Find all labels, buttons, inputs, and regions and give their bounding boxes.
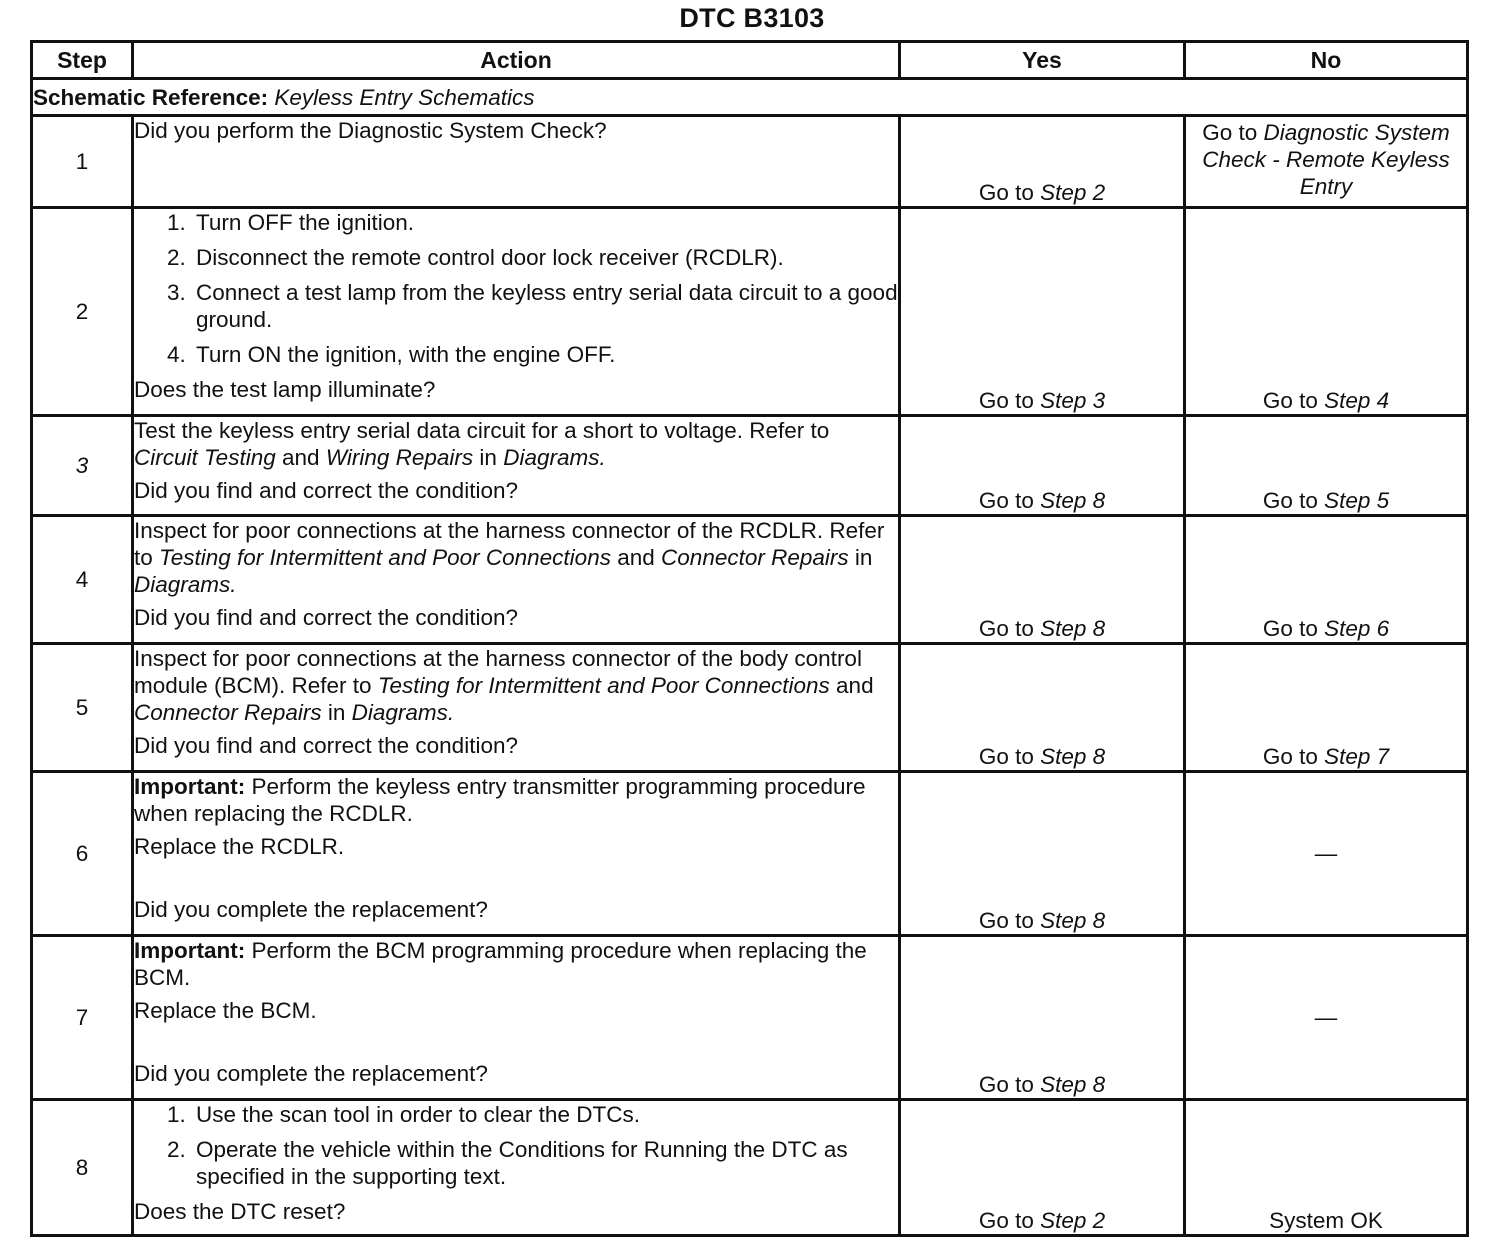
important-label: Important: bbox=[134, 774, 246, 799]
yes-link: Step 8 bbox=[1040, 616, 1106, 641]
yes-cell: Go to Step 8 bbox=[900, 772, 1185, 936]
reference-link: Testing for Intermittent and Poor Connections bbox=[377, 673, 830, 698]
question-text: Did you complete the replacement? bbox=[134, 1061, 488, 1086]
question-text: Did you perform the Diagnostic System Check? bbox=[134, 118, 607, 143]
yes-cell: Go to Step 8 bbox=[900, 644, 1185, 772]
question-text: Did you complete the replacement? bbox=[134, 897, 488, 922]
no-dash: — bbox=[1314, 841, 1338, 866]
table-row bbox=[32, 772, 1468, 936]
action-text: Inspect for poor connections at the harness connector of the RCDLR. Refer to Testing for Intermittent and Poor Connections and Connector Repairs in Diagrams. bbox=[134, 518, 885, 597]
step-number: 6 bbox=[32, 772, 133, 936]
action-cell bbox=[133, 936, 900, 1100]
list-item: 2. Disconnect the remote control door lock receiver (RCDLR). bbox=[192, 244, 898, 271]
action-cell bbox=[133, 116, 900, 208]
schematic-label: Schematic Reference: bbox=[33, 84, 269, 110]
action-cell bbox=[133, 772, 900, 936]
important-note: Important: Perform the keyless entry transmitter programming procedure when replacing the RCDLR. bbox=[134, 774, 866, 826]
no-link: Step 6 bbox=[1324, 616, 1390, 641]
reference-link: Testing for Intermittent and Poor Connections bbox=[159, 545, 611, 570]
reference-link: Wiring Repairs bbox=[325, 445, 474, 470]
header-no: No bbox=[1185, 42, 1468, 79]
instruction-text: Replace the RCDLR. bbox=[134, 834, 345, 859]
yes-link: Step 3 bbox=[1040, 388, 1106, 413]
no-link: Step 5 bbox=[1324, 488, 1390, 513]
action-list bbox=[134, 1101, 898, 1190]
action-cell bbox=[133, 644, 900, 772]
action-text: Inspect for poor connections at the harness connector of the body control module (BCM). Refer to Testing for Intermittent and Poor Connections and Connector Repairs in Diagrams. bbox=[134, 646, 874, 725]
yes-link: Step 2 bbox=[1040, 1208, 1106, 1233]
no-cell: Go to Diagnostic System Check - Remote Keyless Entry bbox=[1185, 116, 1468, 208]
system-ok: System OK bbox=[1269, 1208, 1383, 1233]
reference-link: Connector Repairs bbox=[134, 700, 322, 725]
yes-cell: Go to Step 2 bbox=[900, 1100, 1185, 1236]
no-link: Step 7 bbox=[1324, 744, 1390, 769]
table-row bbox=[32, 644, 1468, 772]
yes-cell: Go to Step 8 bbox=[900, 516, 1185, 644]
action-text: Test the keyless entry serial data circuit for a short to voltage. Refer to Circuit Testing and Wiring Repairs in Diagrams. bbox=[134, 418, 830, 470]
no-cell: Go to Step 4 bbox=[1185, 208, 1468, 416]
reference-link: Diagrams. bbox=[503, 445, 606, 470]
action-cell bbox=[133, 208, 900, 416]
table-row bbox=[32, 1100, 1468, 1236]
step-number: 1 bbox=[32, 116, 133, 208]
list-item: 1. Use the scan tool in order to clear the DTCs. bbox=[192, 1101, 898, 1128]
list-item: 1. Turn OFF the ignition. bbox=[192, 209, 898, 236]
list-item: 3. Connect a test lamp from the keyless entry serial data circuit to a good ground. bbox=[192, 279, 898, 333]
question-text: Does the test lamp illuminate? bbox=[134, 377, 436, 402]
question-text: Does the DTC reset? bbox=[134, 1199, 346, 1224]
schematic-row bbox=[32, 79, 1468, 116]
important-label: Important: bbox=[134, 938, 246, 963]
step-number: 7 bbox=[32, 936, 133, 1100]
no-dash: — bbox=[1314, 1005, 1338, 1030]
no-cell bbox=[1185, 936, 1468, 1100]
yes-cell: Go to Step 8 bbox=[900, 936, 1185, 1100]
yes-link: Step 8 bbox=[1040, 1072, 1106, 1097]
reference-link: Diagrams. bbox=[134, 572, 237, 597]
no-link: Diagnostic System Check - Remote Keyless Entry bbox=[1202, 120, 1450, 199]
yes-link: Step 8 bbox=[1040, 488, 1106, 513]
schematic-link: Keyless Entry Schematics bbox=[274, 84, 535, 110]
table-row bbox=[32, 516, 1468, 644]
no-cell: Go to Step 7 bbox=[1185, 644, 1468, 772]
yes-cell: Go to Step 3 bbox=[900, 208, 1185, 416]
table-row bbox=[32, 936, 1468, 1100]
table-row bbox=[32, 416, 1468, 516]
action-list bbox=[134, 209, 898, 368]
reference-link: Circuit Testing bbox=[134, 445, 276, 470]
no-link: Step 4 bbox=[1324, 388, 1390, 413]
no-cell: Go to Step 6 bbox=[1185, 516, 1468, 644]
question-text: Did you find and correct the condition? bbox=[134, 478, 518, 503]
table-row bbox=[32, 208, 1468, 416]
header-action: Action bbox=[133, 42, 900, 79]
question-text: Did you find and correct the condition? bbox=[134, 605, 518, 630]
action-cell bbox=[133, 416, 900, 516]
no-cell bbox=[1185, 1100, 1468, 1236]
yes-link: Step 8 bbox=[1040, 744, 1106, 769]
action-cell bbox=[133, 1100, 900, 1236]
page-title: DTC B3103 bbox=[679, 3, 825, 33]
no-cell bbox=[1185, 772, 1468, 936]
question-text: Did you find and correct the condition? bbox=[134, 733, 518, 758]
yes-link: Step 2 bbox=[1040, 180, 1106, 205]
step-number: 3 bbox=[32, 416, 133, 516]
reference-link: Diagrams. bbox=[351, 700, 455, 725]
step-number: 5 bbox=[32, 644, 133, 772]
diagnostic-table bbox=[30, 40, 1469, 1237]
instruction-text: Replace the BCM. bbox=[134, 998, 317, 1023]
schematic-reference bbox=[32, 79, 1468, 116]
list-item: 2. Operate the vehicle within the Conditions for Running the DTC as specified in the supporting text. bbox=[192, 1136, 898, 1190]
header-yes: Yes bbox=[900, 42, 1185, 79]
important-note: Important: Perform the BCM programming procedure when replacing the BCM. bbox=[134, 938, 867, 990]
step-number: 2 bbox=[32, 208, 133, 416]
list-item: 4. Turn ON the ignition, with the engine OFF. bbox=[192, 341, 898, 368]
header-row bbox=[32, 42, 1468, 79]
step-number: 4 bbox=[32, 516, 133, 644]
reference-link: Connector Repairs bbox=[661, 545, 849, 570]
table-row bbox=[32, 116, 1468, 208]
action-cell bbox=[133, 516, 900, 644]
yes-cell: Go to Step 2 bbox=[900, 116, 1185, 208]
yes-cell: Go to Step 8 bbox=[900, 416, 1185, 516]
step-number: 8 bbox=[32, 1100, 133, 1236]
header-step: Step bbox=[32, 42, 133, 79]
no-cell: Go to Step 5 bbox=[1185, 416, 1468, 516]
yes-link: Step 8 bbox=[1040, 908, 1106, 933]
